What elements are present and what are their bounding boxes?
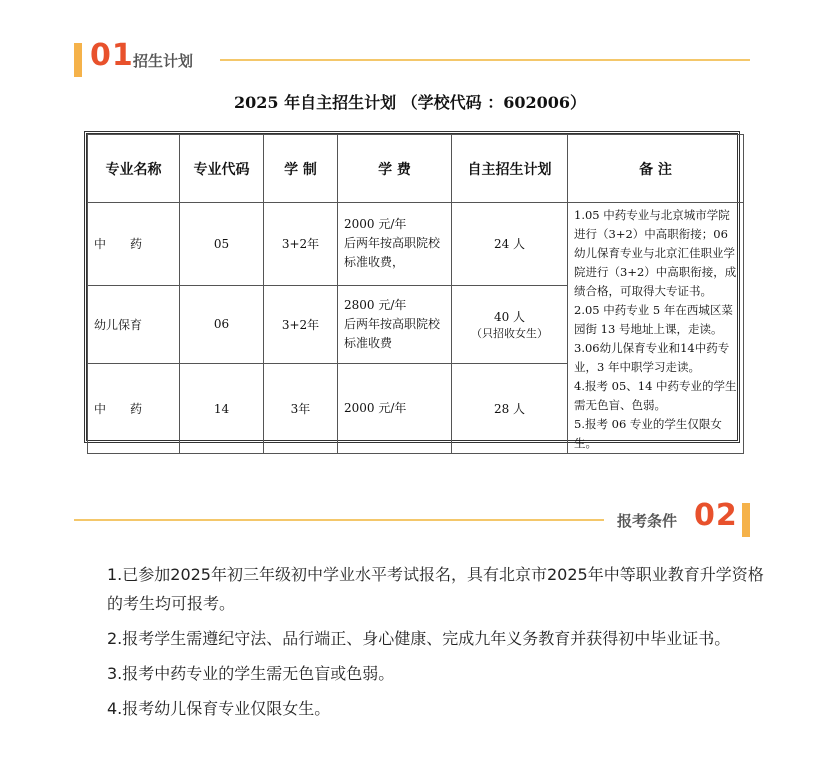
remark-item: 2.05 中药专业 5 年在西城区菜园街 13 号地址上课，走读。 [574, 303, 733, 336]
condition-item: 1.已参加2025年初三年级初中学业水平考试报名，具有北京市2025年中等职业教育升学资格的考生均可报考。 [107, 565, 764, 613]
section-header-2 [0, 500, 820, 540]
plan-count [452, 285, 568, 363]
duration: 3+2年 [264, 285, 338, 363]
condition-item: 4.报考幼儿保育专业仅限女生。 [107, 699, 331, 718]
plan-count: 24 人 [452, 203, 568, 286]
plan-count: 28 人 [452, 364, 568, 454]
major-name: 中 药 [88, 364, 180, 454]
section-number: 02 [694, 498, 738, 533]
duration: 3年 [264, 364, 338, 454]
condition-item: 3.报考中药专业的学生需无色盲或色弱。 [107, 664, 395, 683]
table-header-row [88, 135, 744, 203]
conditions-list [107, 560, 767, 729]
divider-line [74, 519, 604, 521]
accent-bar [742, 503, 750, 537]
section-header-1 [0, 40, 820, 80]
fee [338, 203, 452, 286]
header-cell: 学 制 [264, 135, 338, 203]
enrollment-table [84, 131, 740, 450]
fee-line: 后两年按高职院校 [344, 316, 441, 331]
section-number: 01 [90, 38, 134, 73]
fee-line: 后两年按高职院校 [344, 236, 441, 251]
major-code: 05 [180, 203, 264, 286]
condition-item: 2.报考学生需遵纪守法、品行端正、身心健康、完成九年义务教育并获得初中毕业证书。 [107, 629, 731, 648]
fee-line: 2800 元/年 [344, 297, 407, 312]
fee-line: 2000 元/年 [344, 217, 407, 232]
document-title: 2025 年自主招生计划 （学校代码 ：602006） [233, 93, 587, 112]
header-cell: 专业名称 [88, 135, 180, 203]
divider-line [220, 59, 750, 61]
header-cell: 学 费 [338, 135, 452, 203]
header-cell: 备 注 [568, 135, 744, 203]
plan-number: 40 人 [493, 309, 526, 324]
plan-note: （只招收女生） [471, 326, 548, 340]
duration: 3+2年 [264, 203, 338, 286]
section-title: 报考条件 [617, 512, 678, 530]
accent-bar [74, 43, 82, 77]
section-title: 招生计划 [133, 52, 194, 70]
fee-line: 2000 元/年 [344, 401, 407, 416]
remarks-cell [568, 203, 744, 454]
table-row [88, 203, 744, 286]
fee-line: 标准收费 [344, 335, 393, 350]
major-name: 中 药 [88, 203, 180, 286]
fee [338, 364, 452, 454]
major-name: 幼儿保育 [88, 285, 180, 363]
header-cell: 专业代码 [180, 135, 264, 203]
remark-item: 1.05 中药专业与北京城市学院进行（3+2）中高职衔接；06 幼儿保育专业与北京汇佳职业学院进行（3+2）中高职衔接，成绩合格，可取得大专证书。 [574, 208, 737, 298]
major-code: 14 [180, 364, 264, 454]
remark-item: 4.报考 05、14 中药专业的学生需无色盲、色弱。 [574, 379, 737, 412]
header-cell: 自主招生计划 [452, 135, 568, 203]
fee [338, 285, 452, 363]
fee-line: 标准收费， [344, 255, 405, 270]
remark-item: 3.06幼儿保育专业和14中药专业，3 年中职学习走读。 [574, 341, 730, 374]
remark-item: 5.报考 06 专业的学生仅限女生。 [574, 417, 722, 450]
major-code: 06 [180, 285, 264, 363]
